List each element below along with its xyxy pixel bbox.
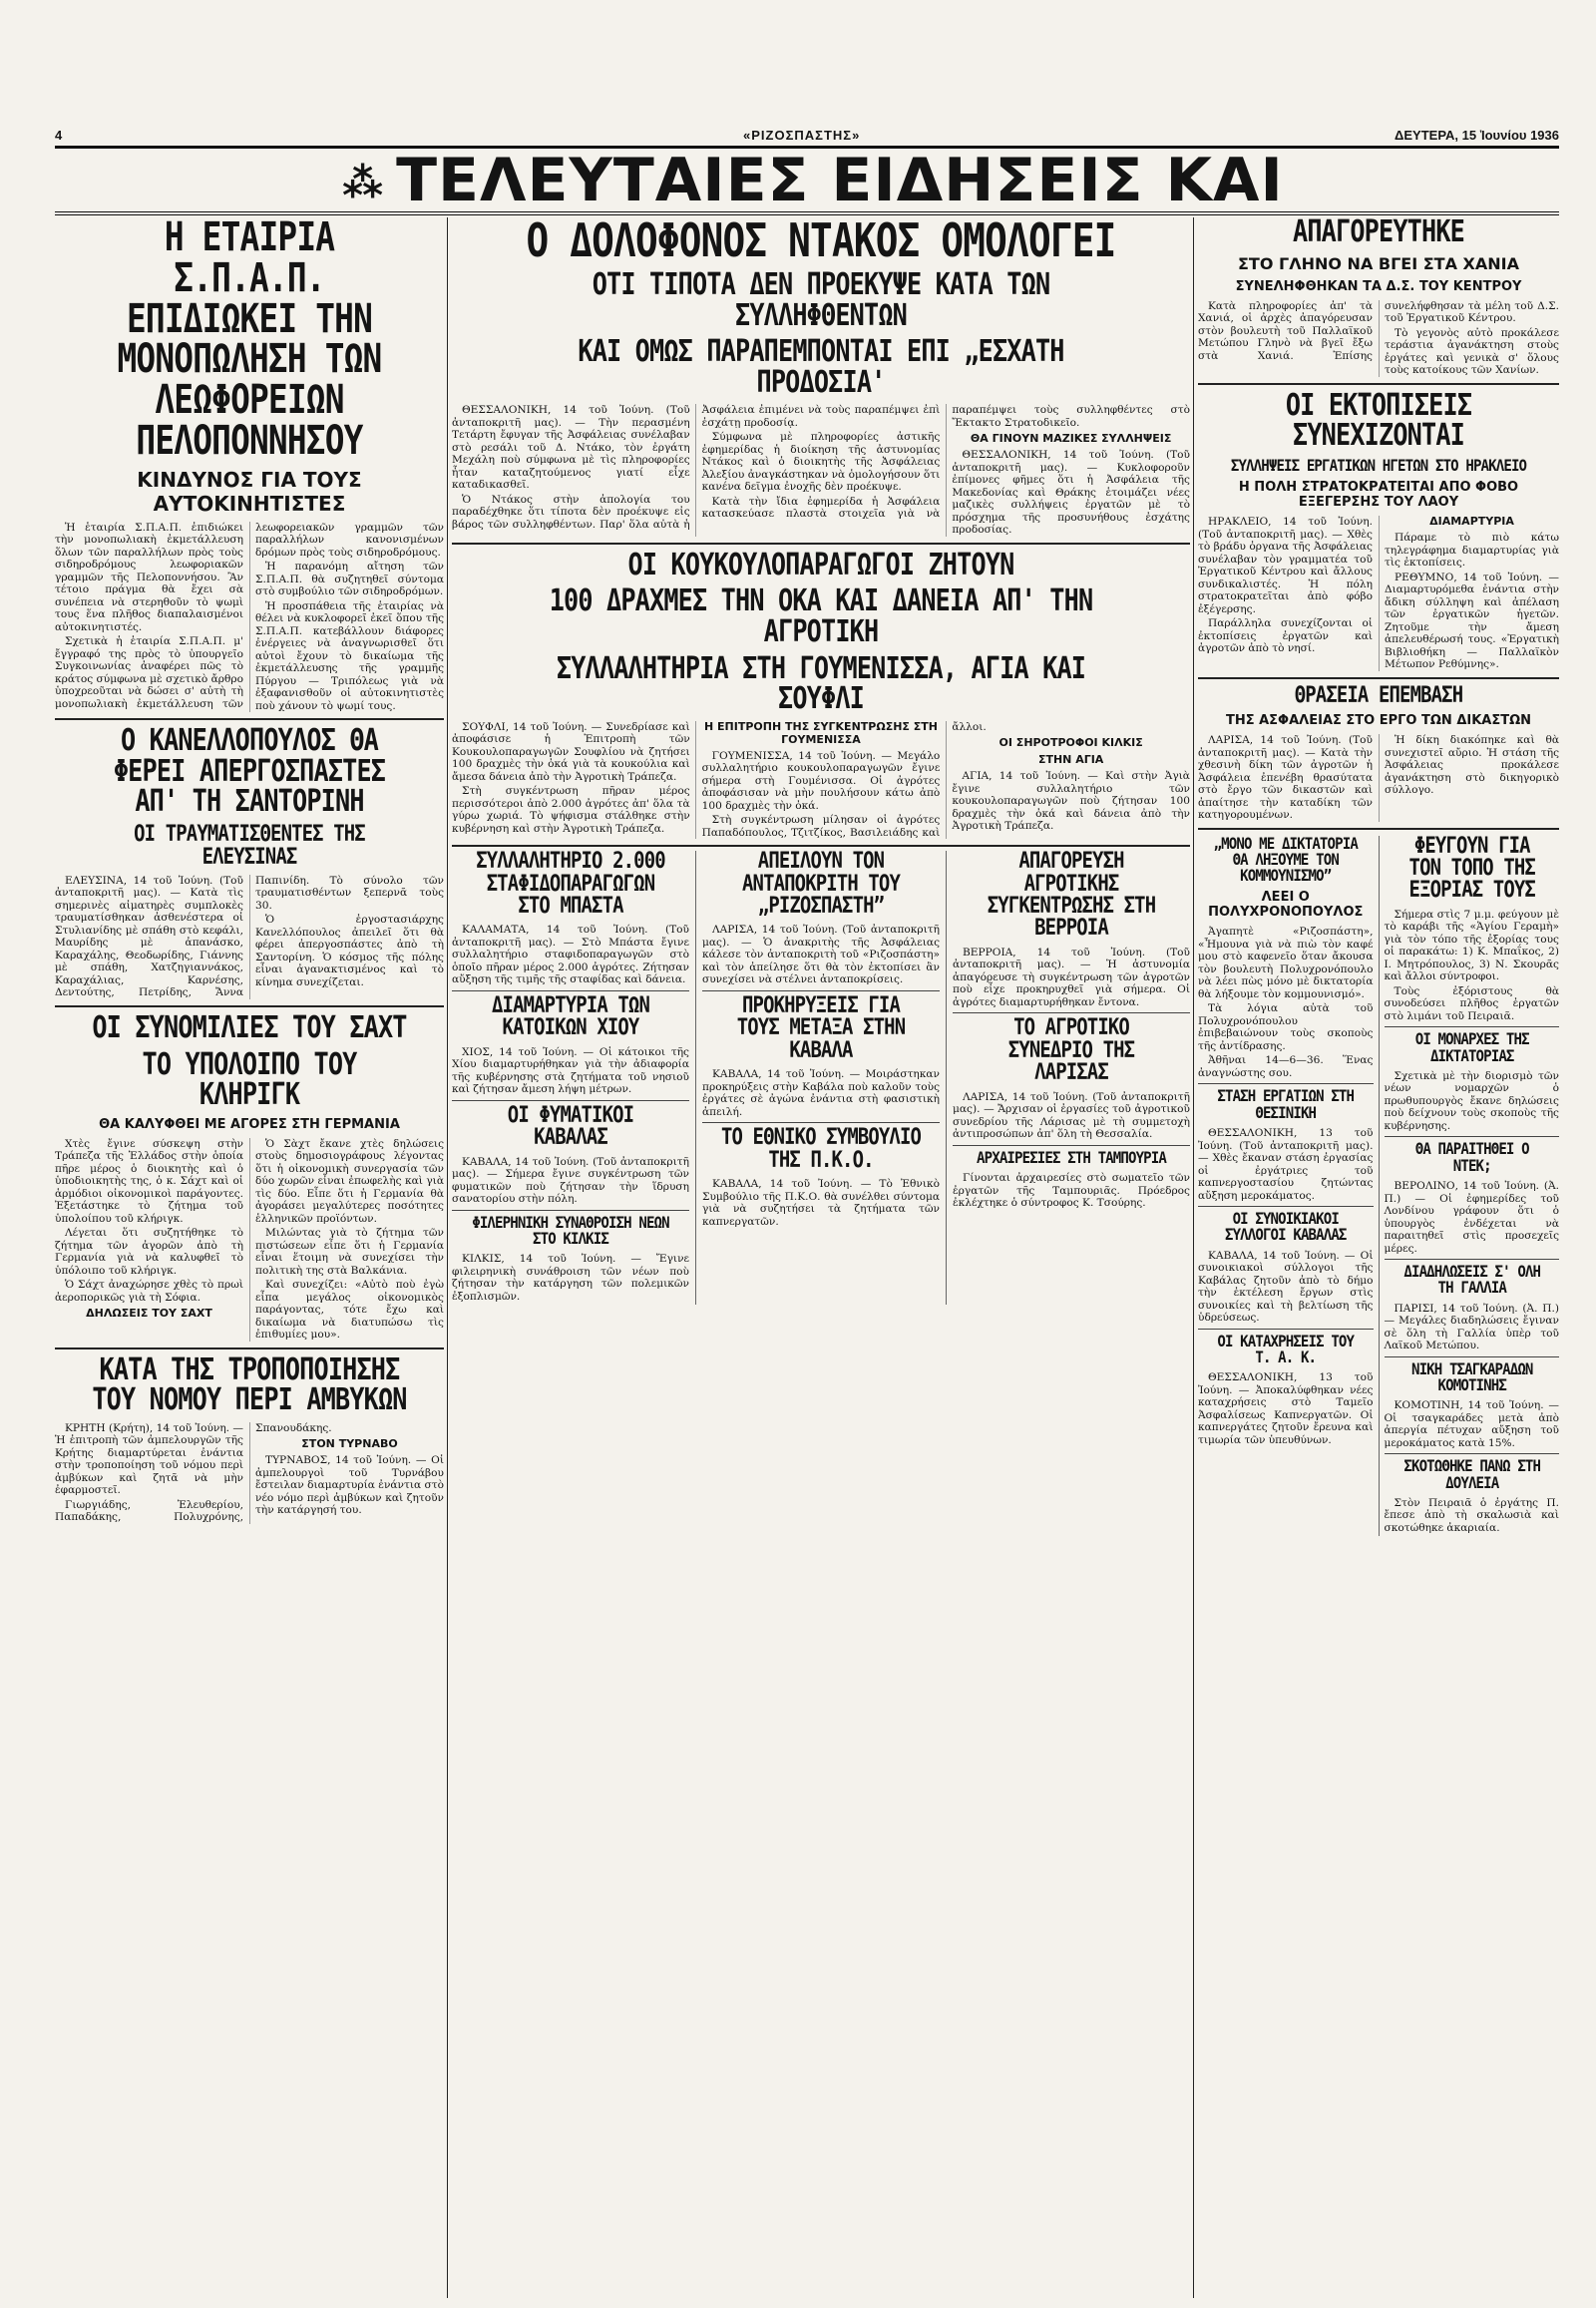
article-headline: ΤΟ ΕΘΝΙΚΟ ΣΥΜΒΟΥΛΙΟ ΤΗΣ Π.Κ.Ο. xyxy=(720,1125,922,1173)
article-subheadline: ΣΤΟ ΓΛΗΝΟ ΝΑ ΒΓΕΙ ΣΤΑ ΧΑΝΙΑ xyxy=(1238,253,1519,273)
inner-heading: ΔΗΛΩΣΕΙΣ ΤΟΥ ΣΑΧΤ xyxy=(86,1307,212,1321)
article-subheadline: ΚΙΝΔΥΝΟΣ ΓΙΑ ΤΟΥΣ ΑΥΤΟΚΙΝΗΤΙΣΤΕΣ xyxy=(137,467,362,516)
paragraph: ΛΑΡΙΣΑ, 14 τοῦ Ἰούνη. (Τοῦ ἀνταποκριτῆ μας). — Ἄρχισαν οἱ ἐργασίες τοῦ ἀγροτικοῦ συνεδρίου τῆς Λάρισας μὲ τὴ συμμετοχὴ ἀντιπροσώπων ἀπ' ὅλη τὴ Θεσσαλία. xyxy=(953,1090,1190,1141)
paragraph: Τοὺς ἐξόριστους θὰ συνοδεύσει πλῆθος ἐργατῶν στὸ λιμάνι τοῦ Πειραιᾶ. xyxy=(1384,984,1559,1022)
paragraph: Στὴ συγκέντρωση μίλησαν οἱ ἀγρότες Παπαδόπουλος, Τζιτζίκος, Βασιλειάδης καὶ ἄλλοι. xyxy=(701,720,987,839)
paragraph: ΓΟΥΜΕΝΙΣΣΑ, 14 τοῦ Ἰούνη. — Μεγάλο συλλαλητήριο κουκουλοπαραγωγῶν ἔγινε σήμερα στὴ Γουμένισσα. Οἱ ἀγρότες ἀποφάσισαν νὰ μὴν πουλήσουν κάτω ἀπὸ 100 δραχμὲς τὴν ὀκά. xyxy=(701,749,941,812)
article-headline: ΠΡΟΚΗΡΥΞΕΙΣ ΓΙΑ ΤΟΥΣ ΜΕΤΑΞΑ ΣΤΗΝ ΚΑΒΑΛΑ xyxy=(736,992,906,1063)
paragraph: ΘΕΣΣΑΛΟΝΙΚΗ, 13 τοῦ Ἰούνη. — Ἀποκαλύφθηκαν νέες καταχρήσεις στὸ Ταμεῖο Ἀσφαλίσεως Καπνεργατῶν. Οἱ καπνεργάτες ζητοῦν ἔρευνα καὶ τιμωρία τῶν ὑπευθύνων. xyxy=(1198,1371,1374,1446)
paragraph: Ἡ ἑταιρία Σ.Π.Α.Π. ἐπιδιώκει τὴν μονοπωλιακὴ ἐκμετάλλευση ὅλων τῶν παραλλήλων πρὸς τοὺς σιδηροδρόμους λεωφοριακῶν γραμμῶν τῆς Πελοποννήσου. Ἂν τέτοιο πράγμα θὰ ἔχει σὰ συνέπεια νὰ στερηθοῦν τὸ ψωμὶ τους ἕνα πλῆθος διαπαλαισμένοι αὐτοκινητιστές. xyxy=(55,521,243,633)
article-body xyxy=(953,1091,1190,1141)
paragraph: Πάραμε τὸ πιὸ κάτω τηλεγράφημα διαμαρτυρίας γιὰ τὶς ἐκτοπίσεις. xyxy=(1385,532,1559,570)
article-headline: ΚΑΤΑ ΤΗΣ ΤΡΟΠΟΠΟΙΗΣΗΣ ΤΟΥ ΝΟΜΟΥ ΠΕΡΙ ΑΜΒΥΚΩΝ xyxy=(92,1351,407,1418)
article-body xyxy=(55,875,444,999)
article-sacht xyxy=(55,1005,444,1342)
article-headline: ΑΠΕΙΛΟΥΝ ΤΟΝ ΑΝΤΑΠΟΚΡΙΤΗ ΤΟΥ „ΡΙΖΟΣΠΑΣΤΗ” xyxy=(742,851,900,920)
inner-heading: ΔΙΑΜΑΡΤΥΡΙΑ xyxy=(1429,515,1514,529)
article-headline: ΑΠΑΓΟΡΕΥΤΗΚΕ xyxy=(1293,217,1464,249)
article-body xyxy=(452,721,1190,839)
article-subheadline: ΟΙ ΤΡΑΥΜΑΤΙΣΘΕΝΤΕΣ ΤΗΣ ΕΛΕΥΣΙΝΑΣ xyxy=(134,822,365,870)
paragraph: Ὁ Σὰχτ ἔκανε χτὲς δηλώσεις στοὺς δημοσιογράφους λέγοντας ὅτι ἡ οἰκονομικὴ συνεργασία τῶν δύο χωρῶν εἶναι ἐπωφελὴς καὶ γιὰ τὶς δύο. Εἶπε ὅτι ἡ Γερμανία θὰ ἀγοράσει μεγαλύτερες ποσότητες ἑλληνικῶν προϊόντων. xyxy=(255,1137,444,1225)
article-irakleio xyxy=(1198,383,1559,671)
article-headline: ΟΙ ΜΟΝΑΡΧΕΣ ΤΗΣ ΔΙΚΤΑΤΟΡΙΑΣ xyxy=(1414,1029,1529,1065)
paragraph: Τὰ λόγια αὐτὰ τοῦ Πολυχρονόπουλου ἐπιβεβαιώνουν τοὺς σκοποὺς τῆς ἀντίδρασης. xyxy=(1198,1002,1374,1052)
article-subheadline: ΟΤΙ ΤΙΠΟΤΑ ΔΕΝ ΠΡΟΕΚΥΨΕ ΚΑΤΑ ΤΩΝ ΣΥΛΛΗΦΘΕΝΤΩΝ xyxy=(592,266,1050,333)
paragraph: ΘΕΣΣΑΛΟΝΙΚΗ, 13 τοῦ Ἰούνη. (Τοῦ ἀνταποκριτῆ μας). — Χθὲς ἔκαναν στάση ἐργασίας οἱ ἐργάτριες τοῦ καπνεργοστασίου ζητώντας αὔξηση μεροκάματος. xyxy=(1198,1127,1374,1202)
article-glino xyxy=(1198,217,1559,377)
article-headline: ΣΤΑΣΗ ΕΡΓΑΤΙΩΝ ΣΤΗ ΘΕΣΙΝΙΚΗ xyxy=(1217,1086,1355,1122)
article-exoria xyxy=(1380,836,1560,1537)
article-spap xyxy=(55,217,444,712)
divider xyxy=(702,1122,940,1123)
paragraph: ΣΟΥΦΛΙ, 14 τοῦ Ἰούνη. — Συνεδρίασε καὶ ἀποφάσισε ἡ Ἐπιτροπὴ τῶν Κουκουλοπαραγωγῶν Σουφλίου νὰ ζητήσει 100 δραχμὲς τὴν ὀκά γιὰ τὰ κουκούλια καὶ ἄμεσα δάνεια ἀπὸ τὴν Ἀγροτικὴ Τράπεζα. xyxy=(452,720,690,783)
article-koukoulo xyxy=(452,543,1190,839)
paragraph: Τὸ γεγονὸς αὐτὸ προκάλεσε τεράστια ἀγανάκτηση στοὺς ἐργάτες καὶ γενικὰ σ' ὅλους τοὺς κατοίκους τῶν Χανίων. xyxy=(1385,326,1559,377)
left-column xyxy=(55,217,444,2298)
article-staf xyxy=(452,851,695,1305)
article-headline-2: ΤΟ ΥΠΟΛΟΙΠΟ ΤΟΥ ΚΛΗΡΙΓΚ xyxy=(142,1046,357,1113)
paper-name: «ΡΙΖΟΣΠΑΣΤΗΣ» xyxy=(743,128,861,143)
paragraph: ΡΕΘΥΜΝΟ, 14 τοῦ Ἰούνη. — Διαμαρτυρόμεθα ἐνάντια στὴν ἄδικη σύλληψη καὶ ἀπέλαση τῶν ἐργατικῶν ἡγετῶν. Ζητοῦμε τὴν ἄμεση ἀπελευθέρωσή τους. «Ἐργατικὴ Βιβλιοθήκη — Παλλαϊκὸν Μέτωπον Ρεθύμνης». xyxy=(1385,571,1559,671)
paragraph: ΒΕΡΟΛΙΝΟ, 14 τοῦ Ἰούνη. (Ἀ. Π.) — Οἱ ἐφημερίδες τοῦ Λονδίνου γράφουν ὅτι ὁ ὑπουργὸς ἐνδέχεται νὰ παραιτηθεῖ στὶς προσεχεῖς μέρες. xyxy=(1384,1180,1559,1255)
article-body xyxy=(1385,1070,1560,1133)
article-body xyxy=(953,947,1190,1009)
divider xyxy=(1198,1083,1374,1084)
inner-heading: Η ΕΠΙΤΡΟΠΗ ΤΗΣ ΣΥΓΚΕΝΤΡΩΣΗΣ ΣΤΗ ΓΟΥΜΕΝΙΣΣΑ xyxy=(703,719,938,746)
paragraph: ΚΑΒΑΛΑ, 14 τοῦ Ἰούνη. — Μοιράστηκαν προκηρύξεις στὴν Καβάλα ποὺ καλοῦν τοὺς ἐργάτες σὲ ἀγώνα ἐνάντια στὴ φασιστικὴ ἀπειλή. xyxy=(702,1068,940,1118)
paragraph: ΘΕΣΣΑΛΟΝΙΚΗ, 14 τοῦ Ἰούνη. (Τοῦ ἀνταποκριτῆ μας). — Κυκλοφοροῦν ἐπίμονες φῆμες ὅτι ἡ Ἀσφάλεια τῆς Μακεδονίας καὶ Θράκης ἑτοιμάζει νέες μαζικὲς συλλήψεις ἐργατῶν μὲ τὸ πρόσχημα τῆς προσυνήθους ἐσχάτης προδοσίας. xyxy=(952,449,1190,537)
paragraph: ΚΡΗΤΗ (Κρήτη), 14 τοῦ Ἰούνη. — Ἡ ἐπιτροπὴ τῶν ἀμπελουργῶν τῆς Κρήτης διαμαρτύρεται ἐνάντια στὴν τροποποίηση τοῦ νόμου περὶ ἀμβύκων καὶ ζητᾶ νὰ μὴν ἐφαρμοστεῖ. xyxy=(55,1421,243,1497)
short-articles-row xyxy=(452,845,1190,1305)
divider xyxy=(452,1100,689,1101)
article-body xyxy=(55,522,444,713)
article-body xyxy=(702,1068,940,1118)
paragraph: ΚΑΒΑΛΑ, 14 τοῦ Ἰούνη. (Τοῦ ἀνταποκριτῆ μας). — Σήμερα ἔγινε συγκέντρωση τῶν φυματικῶν ποὺ ζήτησαν τὴν ἵδρυση σανατορίου στὴν πόλη. xyxy=(452,1155,689,1206)
article-body xyxy=(452,1046,689,1096)
paragraph: Χτὲς ἔγινε σύσκεψη στὴν Τράπεζα τῆς Ἑλλάδος στὴν ὁποία πῆρε μέρος ὁ διοικητὴς καὶ ὁ ὑποδιοικητὴς της, ὁ κ. Σάχτ καὶ οἱ ἁρμόδιοι οἰκονομικοὶ παράγοντες. Ἐξετάστηκε τὸ ζήτημα τοῦ ὑπολοίπου τοῦ κλήριγκ. xyxy=(55,1137,243,1225)
paragraph: Σχετικὰ ἡ ἑταιρία Σ.Π.Α.Π. μ' ἔγγραφό της πρὸς τὸ ὑπουργεῖο Συγκοινωνίας ἀναφέρει πῶς τὸ κράτος σύμφωνα μὲ σχετικὸ ἄρθρο ὑποχρεοῦται νὰ δώσει σ' αὐτὴ τὴ μονοπωλιακὴ ἐκμετάλλευση τῶν λεωφορειακῶν γραμμῶν τῶν παραλλήλων κανονισμένων δρόμων πρὸς τοὺς σιδηροδρόμους. xyxy=(55,521,444,710)
article-body xyxy=(452,1253,689,1303)
paragraph: ΤΥΡΝΑΒΟΣ, 14 τοῦ Ἰούνη. — Οἱ ἀμπελουργοὶ τοῦ Τυρνάβου ἔστειλαν διαμαρτυρία ἐνάντια στὸ νέο νόμο περὶ ἀμβύκων καὶ ζητοῦν τὴν κατάργησή του. xyxy=(255,1454,444,1517)
article-body xyxy=(702,1178,940,1228)
article-body xyxy=(1198,300,1559,377)
issue-date: ΔΕΥΤΕΡΑ, 15 Ἰουνίου 1936 xyxy=(1395,128,1559,143)
article-headline: ΦΕΥΓΟΥΝ ΓΙΑ ΤΟΝ ΤΟΠΟ ΤΗΣ ΕΞΟΡΙΑΣ ΤΟΥΣ xyxy=(1408,835,1535,904)
article-body xyxy=(702,924,940,986)
paragraph: ΗΡΑΚΛΕΙΟ, 14 τοῦ Ἰούνη. (Τοῦ ἀνταποκριτῆ μας). — Χθὲς τὸ βράδυ ὀργανα τῆς Ἀσφάλειας συνέλαβαν τὸν γραμματέα τοῦ Ἐργατικοῦ Κέντρου καὶ ἄλλους συνδικαλιστές. Ἡ πόλη στρατοκρατεῖται ἀπὸ φόβο ἐξέγερσης. xyxy=(1198,516,1373,615)
paragraph: Ἡ παρανόμη αἴτηση τῶν Σ.Π.Α.Π. θὰ συζητηθεῖ σύντομα στὸ συμβούλιο τῶν σιδηροδρόμων. xyxy=(255,561,444,598)
article-subheadline: ΘΑ ΚΑΛΥΦΘΕΙ ΜΕ ΑΓΟΡΕΣ ΣΤΗ ΓΕΡΜΑΝΙΑ xyxy=(99,1116,400,1132)
newspaper-page xyxy=(55,0,1559,2308)
article-subheadline-2: ΚΑΙ ΟΜΩΣ ΠΑΡΑΠΕΜΠΟΝΤΑΙ ΕΠΙ „ΕΣΧΑΤΗ ΠΡΟΔΟΣΙΑ' xyxy=(578,334,1064,400)
inner-heading: ΘΑ ΓΙΝΟΥΝ ΜΑΖΙΚΕΣ ΣΥΛΛΗΨΕΙΣ xyxy=(970,432,1172,446)
paragraph: ΧΙΟΣ, 14 τοῦ Ἰούνη. — Οἱ κάτοικοι τῆς Χίου διαμαρτυρήθηκαν γιὰ τὴν ἀδιαφορία τῆς κυβέρνησης στὰ ζητήματα τοῦ νησιοῦ καὶ ζήτησαν ἄμεση λήψη μέτρων. xyxy=(452,1045,689,1096)
article-headline: ΘΑ ΠΑΡΑΙΤΗΘΕΙ Ο ΝΤΕΚ; xyxy=(1414,1139,1529,1175)
paragraph: ΕΛΕΥΣΙΝΑ, 14 τοῦ Ἰούνη. (Τοῦ ἀνταποκριτῆ μας). — Κατὰ τὶς σημερινὲς αἱματηρὲς συμπλοκὲς τραυματίσθηκαν ἀσθενέστερα οἱ Στυλιανίδης μὲ σπάθη στὸ κεφάλι, Μαυρίδης μὲ ἀπανάσκο, Καραχάλης, Θεοδωρίδης, Γιάννης μὲ σπάθη, Χατζηγιαννάκος, Καραχάλιας, Καρνέσης, Δεντούτης, Πετρίδης, Ἄννα Παπινίδη. Τὸ σύνολο τῶν τραυματισθέντων ξεπερνᾶ τοὺς 30. xyxy=(55,874,444,999)
paragraph: Γίνονται ἀρχαιρεσίες στὸ σωματεῖο τῶν ἐργατῶν τῆς Ταμπουριᾶς. Πρόεδρος ἐκλέχτηκε ὁ σύντροφος Κ. Τσούρης. xyxy=(953,1172,1190,1210)
divider xyxy=(702,990,940,991)
paragraph: Ὁ Ντάκος στὴν ἀπολογία του παραδέχθηκε ὅτι τίποτα δὲν προέκυψε εἰς βάρος τῶν συλληφθέντων. Παρ' ὅλα αὐτὰ ἡ Ἀσφάλεια ἐπιμένει νὰ τοὺς παραπέμψει ἐπὶ ἐσχάτῃ προδοσίᾳ. xyxy=(452,404,941,531)
paragraph: ΚΑΒΑΛΑ, 14 τοῦ Ἰούνη. — Τὸ Ἐθνικὸ Συμβούλιο τῆς Π.Κ.Ο. θὰ συνέλθει σύντομα γιὰ νὰ συζητήσει τὰ ζητήματα τῶν καπνεργατῶν. xyxy=(702,1178,940,1228)
paragraph: Ὁ ἐργοστασιάρχης Κανελλόπουλος ἀπειλεῖ ὅτι θὰ φέρει ἀπεργοσπάστες ἀπὸ τὴ Σαντορίνη. Ὁ κόσμος τῆς πόλης εἶναι ἀγανακτισμένος καὶ τὸ κίνημα συνεχίζεται. xyxy=(255,914,444,988)
center-column xyxy=(452,217,1190,2298)
paragraph: Σχετικὰ μὲ τὴν διορισμὸ τῶν νέων νομαρχῶν ὁ πρωθυπουργὸς ἔκανε δηλώσεις ποὺ δείχνουν τοὺς σκοποὺς τῆς κυβέρνησης. xyxy=(1384,1069,1559,1132)
divider xyxy=(1385,1136,1560,1137)
banner-ornament-left: ⁂ xyxy=(342,161,385,207)
article-polychronopoulos xyxy=(1198,836,1380,1537)
divider xyxy=(1385,1026,1560,1027)
paragraph: ΠΑΡΙΣΙ, 14 τοῦ Ἰούνη. (Ἀ. Π.) — Μεγάλες διαδηλώσεις ἔγιναν σὲ ὅλη τὴ Γαλλία ὑπὲρ τοῦ Λαϊκοῦ Μετώπου. xyxy=(1384,1302,1559,1352)
article-headline: ΝΙΚΗ ΤΣΑΓΚΑΡΑΔΩΝ ΚΟΜΟΤΙΝΗΣ xyxy=(1410,1358,1533,1394)
article-headline: ΣΥΛΛΑΛΗΤΗΡΙΟ 2.000 ΣΤΑΦΙΔΟΠΑΡΑΓΩΓΩΝ ΣΤΟ ΜΠΑΣΤΑ xyxy=(476,851,665,920)
divider xyxy=(1198,1206,1374,1207)
article-body xyxy=(452,1156,689,1206)
paragraph: Στὸν Πειραιᾶ ὁ ἐργάτης Π. ἔπεσε ἀπὸ τὴ σκαλωσιὰ καὶ σκοτώθηκε ἀκαριαία. xyxy=(1384,1496,1559,1534)
article-headline: „ΜΟΝΟ ΜΕ ΔΙΚΤΑΤΟΡΙΑ ΘΑ ΛΗΞΟΥΜΕ ΤΟΝ ΚΟΜΜΟΥΝΙΣΜΟ” xyxy=(1213,835,1358,886)
article-headline: ΦΙΛΕΡΗΝΙΚΗ ΣΥΝΑΘΡΟΙΣΗ ΝΕΩΝ ΣΤΟ ΚΙΛΚΙΣ xyxy=(472,1212,669,1249)
article-body xyxy=(55,1138,444,1342)
paragraph: Σήμερα στὶς 7 μ.μ. φεύγουν μὲ τὸ καράβι τῆς «Ἁγίου Γεραμὴ» γιὰ τὸν τόπο τῆς ἐξορίας τους οἱ παρακάτω: 1) Κ. Μπαΐκος, 2) Ι. Μητρόπουλος, 3) Ν. Σκουρᾶς καὶ ἄλλοι σύντροφοι. xyxy=(1384,908,1559,983)
article-kanellopoulos xyxy=(55,718,444,999)
divider xyxy=(1385,1453,1560,1454)
article-headline: ΤΟ ΑΓΡΟΤΙΚΟ ΣΥΝΕΔΡΙΟ ΤΗΣ ΛΑΡΙΣΑΣ xyxy=(1007,1015,1135,1086)
divider xyxy=(1385,1356,1560,1357)
article-body xyxy=(1385,909,1560,1023)
article-headline: ΟΙ ΣΥΝΟΜΙΛΙΕΣ ΤΟΥ ΣΑΧΤ xyxy=(92,1009,407,1045)
page-number: 4 xyxy=(55,128,63,143)
article-headline: ΟΙ ΣΥΝΟΙΚΙΑΚΟΙ ΣΥΛΛΟΓΟΙ ΚΑΒΑΛΑΣ xyxy=(1224,1209,1347,1245)
paragraph: Ἀθῆναι 14—6—36. Ἕνας ἀναγνώστης σου. xyxy=(1198,1054,1374,1079)
right-column xyxy=(1198,217,1559,2298)
paragraph: ΛΑΡΙΣΑ, 14 τοῦ Ἰούνη. (Τοῦ ἀνταποκριτῆ μας). — Κατὰ τὴν χθεσινὴ δίκη τῶν ἀγροτῶν ἡ Ἀσφάλεια ἐπενέβη θρασύτατα στὸ ἔργο τῶν δικαστῶν καὶ ἀπαίτησε τὴν καταδίκη τῶν κατηγορουμένων. xyxy=(1198,734,1373,821)
article-apeiloun xyxy=(695,851,946,1305)
section-banner xyxy=(55,150,1559,215)
article-body xyxy=(1385,1399,1560,1449)
paragraph: ΘΕΣΣΑΛΟΝΙΚΗ, 14 τοῦ Ἰούνη. (Τοῦ ἀνταποκριτῆ μας). — Τὴν περασμένη Τετάρτη ἔφυγαν τῆς Ἀσφάλειας συνέλαβαν στὸ ρεσάλι τοῦ Δ. Ντάκο, τὸν ἐργάτη Μεχάλη ποὺ σύμφωνα μὲ τὶς πληροφορίες ἦταν καταζητούμενος γιατί εἶχε καταδικασθεῖ. xyxy=(452,404,690,492)
article-headline: ΣΚΟΤΩΘΗΚΕ ΠΑΝΩ ΣΤΗ ΔΟΥΛΕΙΑ xyxy=(1402,1456,1540,1492)
article-headline: ΔΙΑΔΗΛΩΣΕΙΣ Σ' ΟΛΗ ΤΗ ΓΑΛΛΙΑ xyxy=(1402,1262,1540,1298)
article-subheadline-2: Η ΠΟΛΗ ΣΤΡΑΤΟΚΡΑΤΕΙΤΑΙ ΑΠΟ ΦΟΒΟ ΕΞΕΓΕΡΣΗΣ ΤΟΥ ΛΑΟΥ xyxy=(1238,480,1519,511)
article-body xyxy=(452,924,689,986)
article-headline: Η ΕΤΑΙΡΙΑ Σ.Π.Α.Π. ΕΠΙΔΙΩΚΕΙ ΤΗΝ ΜΟΝΟΠΩΛΗΣΗ ΤΩΝ ΛΕΩΦΟΡΕΙΩΝ ΠΕΛΟΠΟΝΝΗΣΟΥ xyxy=(117,217,382,464)
paragraph: ΚΟΜΟΤΙΝΗ, 14 τοῦ Ἰούνη. — Οἱ τσαγκαράδες μετὰ ἀπὸ ἀπεργία πέτυχαν αὔξηση τοῦ μεροκάματος κατὰ 15%. xyxy=(1384,1399,1559,1449)
article-headline: ΘΡΑΣΕΙΑ ΕΠΕΜΒΑΣΗ xyxy=(1294,682,1463,708)
paragraph: ΚΑΒΑΛΑ, 14 τοῦ Ἰούνη. — Οἱ συνοικιακοὶ σύλλογοι τῆς Καβάλας ζητοῦν ἀπὸ τὸ δήμο τὴν ἐκτέλεση ἔργων στὶς συνοικίες καὶ τὴ βελτίωση τῆς ὑδρεύσεως. xyxy=(1198,1249,1374,1325)
article-body xyxy=(55,1422,444,1524)
article-body xyxy=(1385,1303,1560,1352)
divider xyxy=(452,1210,689,1211)
paragraph: Παράλληλα συνεχίζονται οἱ ἐκτοπίσεις ἐργατῶν καὶ ἀγροτῶν ἀπὸ τὸ νησί. xyxy=(1198,617,1373,655)
masthead-strip xyxy=(55,126,1559,149)
divider xyxy=(1198,1329,1374,1330)
article-body xyxy=(1198,1127,1374,1202)
paragraph: Ὁ Σάχτ ἀναχώρησε χθὲς τὸ πρωὶ ἀεροπορικῶς γιὰ τὴ Σόφια. xyxy=(55,1279,243,1304)
article-body xyxy=(1198,1371,1374,1446)
article-body xyxy=(1198,734,1559,822)
paragraph: Στὴ συγκέντρωση πῆραν μέρος περισσότεροι ἀπὸ 2.000 ἀγρότες ἀπ' ὅλα τὰ γύρω χωριά. Τὸ ψήφισμα στάλθηκε στὴν κυβέρνηση καὶ στὴν Ἀγροτικὴ Τράπεζα. xyxy=(452,785,690,835)
paragraph: Γιωργιάδης, Ἐλευθερίου, Παπαδάκης, Πολυχρόνης, Σπανουδάκης. xyxy=(55,1421,332,1524)
divider xyxy=(953,1145,1190,1146)
article-body xyxy=(1385,1497,1560,1535)
article-headline: ΟΙ ΦΥΜΑΤΙΚΟΙ ΚΑΒΑΛΑΣ xyxy=(507,1102,634,1151)
inner-heading: ΣΤΗΝ ΑΓΙΑ xyxy=(1037,753,1104,767)
article-headline: ΟΙ ΚΟΥΚΟΥΛΟΠΑΡΑΓΩΓΟΙ ΖΗΤΟΥΝ xyxy=(627,547,1014,582)
article-verroia xyxy=(946,851,1190,1305)
paragraph: ΒΕΡΡΟΙΑ, 14 τοῦ Ἰούνη. (Τοῦ ἀνταποκριτῆ μας). — Ἡ ἀστυνομία ἀπαγόρευσε τὴ συγκέντρωση τῶν ἀγροτῶν ποὺ εἶχε προκηρυχθεῖ γιὰ σήμερα. Οἱ ἀγρότες διαμαρτυρήθηκαν ἔντονα. xyxy=(953,946,1190,1008)
paragraph: Κατὰ τὴν ἴδια ἐφημερίδα ἡ Ἀσφάλεια κατασκεύασε πλαστὰ στοιχεῖα γιὰ νὰ παραπέμψει τοὺς συλληφθέντες στὸ Ἔκτακτο Στρατοδικεῖο. xyxy=(701,404,1190,521)
article-body xyxy=(953,1172,1190,1210)
article-subheadline: ΣΥΛΛΗΨΕΙΣ ΕΡΓΑΤΙΚΩΝ ΗΓΕΤΩΝ ΣΤΟ ΗΡΑΚΛΕΙΟ xyxy=(1230,455,1527,475)
paragraph: Καὶ συνεχίζει: «Αὐτὸ ποὺ ἐγὼ εἶπα μεγάλος οἰκονομικὸς παράγοντας, τότε ἔχω καὶ δικαίωμα νὰ διατυπώσω τὶς ἐπιθυμίες μου». xyxy=(255,1279,444,1342)
paragraph: ΛΑΡΙΣΑ, 14 τοῦ Ἰούνη. (Τοῦ ἀνταποκριτῆ μας). — Ὁ ἀνακριτὴς τῆς Ἀσφάλειας κάλεσε τὸν ἀνταποκριτὴ τοῦ «Ριζοσπάστη» καὶ τὸν ἀπείλησε ὅτι θὰ τὸν ἐκτοπίσει ἂν συνεχίσει νὰ στέλνει ἀνταποκρίσεις. xyxy=(702,924,940,986)
paragraph: Μιλώντας γιὰ τὸ ζήτημα τῶν πιστώσεων εἶπε ὅτι ἡ Γερμανία εἶναι ἕτοιμη νὰ συνεχίσει τὴν πολιτικὴ της στὰ Βαλκάνια. xyxy=(255,1227,444,1277)
article-headline: ΟΙ ΚΑΤΑΧΡΗΣΕΙΣ ΤΟΥ Τ. Α. Κ. xyxy=(1217,1331,1355,1366)
article-ntakos xyxy=(452,217,1190,537)
article-subheadline: ΤΗΣ ΑΣΦΑΛΕΙΑΣ ΣΤΟ ΕΡΓΟ ΤΩΝ ΔΙΚΑΣΤΩΝ xyxy=(1225,713,1532,728)
article-amvykon xyxy=(55,1347,444,1524)
paragraph: Κατὰ πληροφορίες ἀπ' τὰ Χανιά, οἱ ἀρχὲς ἀπαγόρευσαν στὸν βουλευτὴ τοῦ Παλλαϊκοῦ Μετώπου Γληνὸ νὰ βγεῖ ἔξω στὰ Χανιά. Ἐπίσης συνελήφθησαν τὰ μέλη τοῦ Δ.Σ. τοῦ Ἐργατικοῦ Κέντρου. xyxy=(1198,299,1559,362)
column-divider xyxy=(447,217,448,2298)
article-subheadline-2: ΣΥΛΛΑΛΗΤΗΡΙΑ ΣΤΗ ΓΟΥΜΕΝΙΣΣΑ, ΑΓΙΑ ΚΑΙ ΣΟΥΦΛΙ xyxy=(556,650,1086,717)
article-headline: ΔΙΑΜΑΡΤΥΡΙΑ ΤΩΝ ΚΑΤΟΙΚΩΝ ΧΙΟΥ xyxy=(492,992,649,1041)
article-headline: ΟΙ ΕΚΤΟΠΙΣΕΙΣ ΣΥΝΕΧΙΖΟΝΤΑΙ xyxy=(1285,387,1472,454)
divider xyxy=(452,990,689,991)
article-body xyxy=(1198,926,1374,1079)
inner-heading: ΣΤΟΝ ΤΥΡΝΑΒΟ xyxy=(301,1437,398,1451)
paragraph: Ἡ δίκη διακόπηκε καὶ θὰ συνεχιστεῖ αὔριο. Ἡ στάση τῆς Ἀσφάλειας προκάλεσε ἀγανάκτηση στὸ δικηγορικὸ σύλλογο. xyxy=(1385,734,1559,796)
article-body xyxy=(1198,1250,1374,1325)
inner-heading: ΟΙ ΣΗΡΟΤΡΟΦΟΙ ΚΙΛΚΙΣ xyxy=(998,736,1143,750)
article-body xyxy=(1385,1180,1560,1255)
split-row xyxy=(1198,828,1559,1537)
paragraph: Ἡ προσπάθεια τῆς ἑταιρίας νὰ θέλει νὰ κυκλοφορεῖ ἐκεῖ ὅπου τῆς Σ.Π.Α.Π. κατεβάλλουν διάφορες ἐνέργειες νὰ ἀναγνωρισθεῖ ὅτι αὐτοὶ ἔχουν τὸ δικαίωμα τῆς ἐκμετάλλευσης τῆς γραμμῆς Πύργου — Τριπόλεως γιὰ νὰ ἐξαφανισθοῦν οἱ αὐτοκινητιστὲς ποὺ χάνουν τὸ ψωμί τους. xyxy=(255,599,444,712)
article-body xyxy=(452,404,1190,536)
column-divider xyxy=(1193,217,1194,2298)
paragraph: Λέγεται ὅτι συζητήθηκε τὸ ζήτημα τῶν ἀγορῶν ἀπὸ τὴ Γερμανία γιὰ νὰ καλυφθεῖ τὸ ὑπόλοιπο τοῦ κλήριγκ. xyxy=(55,1227,243,1277)
article-headline: Ο ΚΑΝΕΛΛΟΠΟΥΛΟΣ ΘΑ ΦΕΡΕΙ ΑΠΕΡΓΟΣΠΑΣΤΕΣ ΑΠ' ΤΗ ΣΑΝΤΟΡΙΝΗ xyxy=(113,723,386,820)
article-headline: Ο ΔΟΛΟΦΟΝΟΣ ΝΤΑΚΟΣ ΟΜΟΛΟΓΕΙ xyxy=(526,217,1116,267)
paragraph: ΚΙΛΚΙΣ, 14 τοῦ Ἰούνη. — Ἔγινε φιλειρηνικὴ συνάθροιση τῶν νέων ποὺ ζήτησαν τὴν κατάργηση τῶν πολεμικῶν ἐξοπλισμῶν. xyxy=(452,1253,689,1303)
paragraph: ΚΑΛΑΜΑΤΑ, 14 τοῦ Ἰούνη. (Τοῦ ἀνταποκριτῆ μας). — Στὸ Μπάστα ἔγινε συλλαλητήριο σταφιδοπαραγωγῶν στὸ ὁποῖο πῆραν μέρος 2.000 ἀγρότες. Ζήτησαν αὔξηση τῆς τιμῆς τῆς σταφίδας καὶ δάνεια. xyxy=(452,924,689,986)
article-headline: ΑΠΑΓΟΡΕΥΣΗ ΑΓΡΟΤΙΚΗΣ ΣΥΓΚΕΝΤΡΩΣΗΣ ΣΤΗ ΒΕΡΡΟΙΑ xyxy=(987,851,1156,942)
article-subheadline-2: ΣΥΝΕΛΗΦΘΗΚΑΝ ΤΑ Δ.Σ. ΤΟΥ ΚΕΝΤΡΟΥ xyxy=(1235,278,1522,294)
paragraph: Σύμφωνα μὲ πληροφορίες ἀστικῆς ἐφημερίδας ἡ διοίκηση τῆς ἀστυνομίας Ντάκος καὶ ὁ διοικητὴς τῆς Ἀσφάλειας Ἀλεξίου ἀναγκάστηκαν νὰ ὁμολογήσουν ὅτι κανένα δεῖγμα ἐνοχῆς δὲν προέκυψε. xyxy=(701,431,941,494)
article-body xyxy=(1198,516,1559,670)
banner-title: ΤΕΛΕΥΤΑΙΕΣ ΕΙΔΗΣΕΙΣ ΚΑΙ xyxy=(396,150,1284,215)
paragraph: Ἀγαπητὲ «Ριζοσπάστη», «Ἦμουνα γιὰ νὰ πιὼ τὸν καφέ μου στὸ καφενεῖο ὅταν ἄκουσα τὸν βουλευτὴ Πολυχρονόπουλο νὰ λέει πὼς μόνο μὲ δικτατορία θὰ λήξουμε τὸν κομμουνισμό». xyxy=(1198,926,1374,1000)
article-dikastes xyxy=(1198,677,1559,822)
paragraph: ΑΓΙΑ, 14 τοῦ Ἰούνη. — Καὶ στὴν Ἀγιὰ ἔγινε συλλαλητήριο τῶν κουκουλοπαραγωγῶν ποὺ ζήτησαν 100 δραχμὲς τὴν ὀκά καὶ δάνεια ἀπὸ τὴν Ἀγροτικὴ Τράπεζα. xyxy=(952,770,1190,833)
divider xyxy=(953,1012,1190,1013)
article-subheadline: 100 ΔΡΑΧΜΕΣ ΤΗΝ ΟΚΑ ΚΑΙ ΔΑΝΕΙΑ ΑΠ' ΤΗΝ ΑΓΡΟΤΙΚΗ xyxy=(549,583,1093,649)
article-subheadline: ΛΕΕΙ Ο ΠΟΛΥΧΡΟΝΟΠΟΥΛΟΣ xyxy=(1208,890,1364,921)
divider xyxy=(1385,1259,1560,1260)
article-headline: ΑΡΧΑΙΡΕΣΙΕΣ ΣΤΗ ΤΑΜΠΟΥΡΙΑ xyxy=(977,1147,1166,1167)
